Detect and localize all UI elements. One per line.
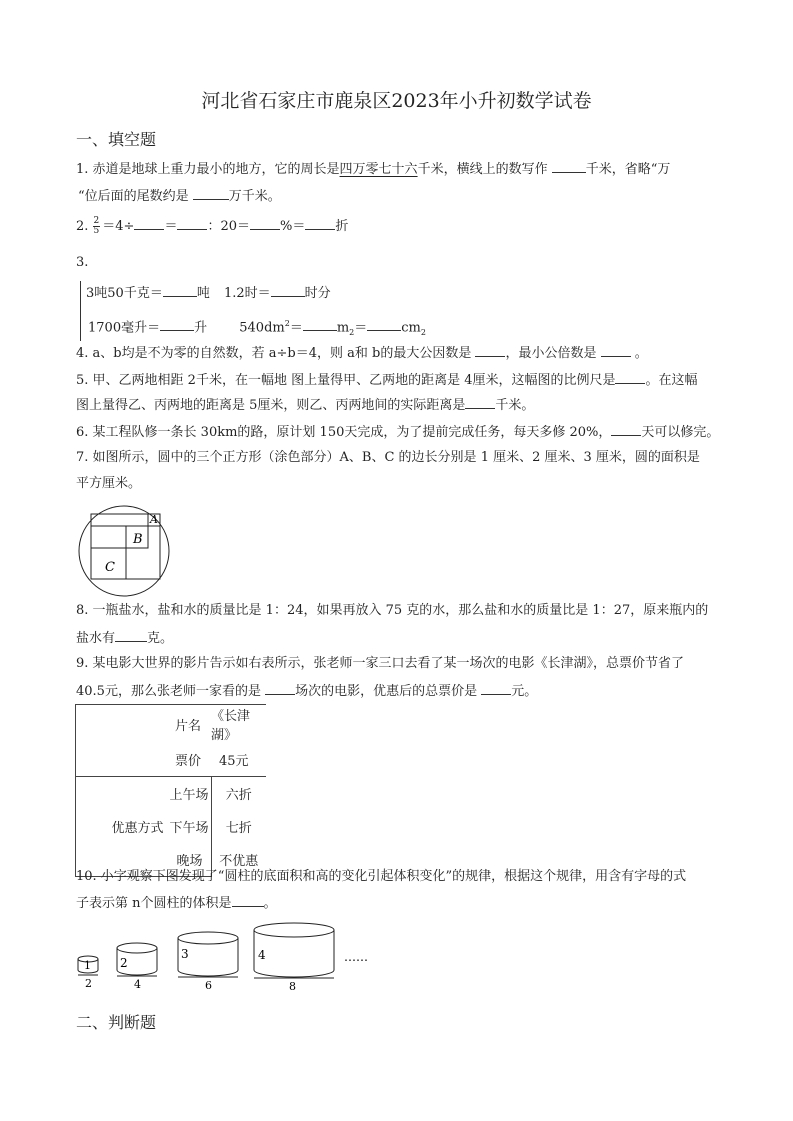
q9-text-c: 元。 bbox=[511, 684, 538, 699]
q2-text-5: 折 bbox=[335, 219, 349, 234]
cylinder-3 bbox=[178, 932, 238, 992]
question-5-line-1 bbox=[76, 371, 698, 390]
q2-text-4: %＝ bbox=[280, 219, 306, 234]
q2-fraction-numerator: 2 bbox=[93, 216, 100, 226]
q3-text-d3: m bbox=[336, 320, 350, 336]
label-c: C bbox=[105, 560, 115, 575]
q8-text-a: 盐水有 bbox=[76, 631, 116, 646]
q3-blank-5[interactable] bbox=[367, 318, 401, 331]
question-7-line-1: 7. 如图所示，圆中的三个正方形（涂色部分）A、B、C 的边长分别是 1 厘米、2 厘米、3 厘米，圆的面积是 bbox=[76, 450, 700, 465]
q5-text-c: 图上量得乙、丙两地的距离是 5厘米，则乙、丙两地间的实际距离是 bbox=[76, 398, 466, 413]
q1-text-e: 万千米。 bbox=[228, 189, 281, 204]
cylinder-1-diameter: 2 bbox=[85, 977, 92, 990]
q10-text-a: 子表示第 n个圆柱的体积是 bbox=[76, 896, 232, 911]
q5-blank-2[interactable] bbox=[465, 396, 495, 409]
q3-number: 3. bbox=[76, 255, 89, 270]
q2-fraction bbox=[93, 217, 101, 236]
q5-text-b: 。在这幅 bbox=[645, 373, 698, 388]
q1-text-b: 千米，横线上的数写作 bbox=[417, 162, 548, 177]
cylinder-2-height: 2 bbox=[120, 956, 128, 970]
q9-blank-1[interactable] bbox=[265, 682, 295, 695]
q3-blank-1[interactable] bbox=[163, 284, 197, 297]
q2-number: 2. bbox=[76, 219, 89, 234]
q4-text-c: 。 bbox=[634, 346, 648, 361]
table-row bbox=[76, 810, 267, 843]
q3-text-a2: 吨 bbox=[196, 286, 210, 301]
q8-blank-1[interactable] bbox=[115, 629, 147, 642]
q3-text-a1: 3吨50千克＝ bbox=[86, 286, 163, 301]
cylinder-1 bbox=[78, 956, 98, 990]
session-evening: 晚场 bbox=[176, 854, 203, 869]
q1-text-d: “位后面的尾数约是 bbox=[78, 189, 189, 204]
question-7-line-2: 平方厘米。 bbox=[76, 476, 142, 491]
q1-blank-1[interactable] bbox=[552, 160, 586, 173]
cylinders-ellipsis: …… bbox=[344, 950, 368, 964]
question-9-line-1: 9. 某电影大世界的影片告示如右表所示，张老师一家三口去看了某一场次的电影《长津湖》，总票价节省了 bbox=[76, 656, 685, 671]
q6-text-b: 天可以修完。 bbox=[641, 425, 720, 440]
q3-sub-2: 2 bbox=[420, 327, 426, 337]
q3-text-c2: 升 bbox=[194, 320, 208, 336]
q3-text-d5: cm bbox=[401, 320, 421, 336]
section-fill-blank: 一、填空题 bbox=[76, 130, 157, 149]
q3-text-b2: 时分 bbox=[304, 286, 331, 301]
q2-blank-3[interactable] bbox=[250, 217, 280, 230]
q3-text-c1: 1700毫升＝ bbox=[88, 320, 161, 336]
q1-blank-2[interactable] bbox=[193, 187, 229, 200]
q5-text-d: 千米。 bbox=[495, 398, 535, 413]
question-8-line-2 bbox=[76, 629, 173, 648]
discount-morning: 六折 bbox=[225, 788, 252, 803]
q1-text-c: 千米，省略“万 bbox=[585, 162, 671, 177]
q3-row-1 bbox=[86, 284, 331, 303]
q5-blank-1[interactable] bbox=[615, 371, 645, 384]
label-b: B bbox=[133, 532, 143, 547]
table-row bbox=[76, 743, 267, 777]
q3-sub-1: 2 bbox=[349, 327, 355, 337]
discount-method-label: 优惠方式 bbox=[111, 821, 164, 836]
q1-text-a: 1. 赤道是地球上重力最小的地方，它的周长是 bbox=[76, 162, 340, 177]
question-1-line-1 bbox=[76, 160, 670, 179]
page-title: 河北省石家庄市鹿泉区2023年小升初数学试卷 bbox=[201, 90, 592, 112]
q3-sup: 2 bbox=[284, 319, 290, 328]
q6-text-a: 6. 某工程队修一条长 30km的路，原计划 150天完成，为了提前完成任务，每天多修 20%， bbox=[76, 425, 612, 440]
section-true-false: 二、判断题 bbox=[76, 1013, 157, 1032]
session-afternoon: 下午场 bbox=[169, 821, 209, 836]
q1-underlined-number: 四万零七十六 bbox=[339, 162, 418, 177]
film-value: 《长津湖》 bbox=[211, 709, 251, 743]
q3-blank-2[interactable] bbox=[271, 284, 305, 297]
q3-bracket bbox=[80, 281, 81, 341]
q3-text-d1: 540dm bbox=[239, 320, 285, 336]
question-10-line-2 bbox=[76, 894, 277, 913]
price-label: 票价 bbox=[174, 754, 201, 769]
cylinder-4-diameter: 8 bbox=[289, 980, 296, 993]
q4-text-b: ，最小公倍数是 bbox=[505, 346, 597, 361]
q3-blank-3[interactable] bbox=[160, 318, 194, 331]
cylinder-2-diameter: 4 bbox=[134, 978, 141, 991]
question-8-line-1: 8. 一瓶盐水，盐和水的质量比是 1：24，如果再放入 75 克的水，那么盐和水的质量比是 1：27，原来瓶内的 bbox=[76, 603, 709, 618]
q3-text-d4: ＝ bbox=[354, 320, 368, 336]
cylinder-3-diameter: 6 bbox=[205, 979, 212, 992]
q2-blank-4[interactable] bbox=[305, 217, 335, 230]
cylinder-3-height: 3 bbox=[181, 947, 189, 961]
cylinder-4-height: 4 bbox=[258, 948, 266, 962]
q8-text-b: 克。 bbox=[147, 631, 174, 646]
q6-blank-1[interactable] bbox=[611, 423, 641, 436]
q4-blank-2[interactable] bbox=[601, 344, 631, 357]
q2-text-1: ＝4÷ bbox=[102, 219, 135, 234]
q5-text-a: 5. 甲、乙两地相距 2千米，在一幅地 图上量得甲、乙两地的距离是 4厘米，这幅图的比例尺是 bbox=[76, 373, 616, 388]
price-value: 45元 bbox=[219, 754, 249, 769]
question-2 bbox=[76, 217, 348, 236]
q2-fraction-denominator: 5 bbox=[93, 226, 100, 236]
cylinder-4 bbox=[254, 923, 334, 993]
q2-text-3: ：20＝ bbox=[207, 219, 251, 234]
q9-text-b: 场次的电影，优惠后的总票价是 bbox=[295, 684, 478, 699]
q9-blank-2[interactable] bbox=[481, 682, 511, 695]
discount-evening: 不优惠 bbox=[219, 854, 259, 870]
q3-row-2 bbox=[88, 315, 426, 342]
film-label: 片名 bbox=[174, 718, 201, 734]
question-5-line-2 bbox=[76, 396, 534, 415]
question-4 bbox=[76, 344, 648, 363]
q10-blank-1[interactable] bbox=[232, 894, 264, 907]
table-row bbox=[76, 777, 267, 811]
q2-text-2: ＝ bbox=[164, 219, 178, 234]
q2-blank-2[interactable] bbox=[177, 217, 207, 230]
q4-text-a: 4. a、b均是不为零的自然数，若 a÷b＝4，则 a和 b的最大公因数是 bbox=[76, 346, 472, 361]
session-morning: 上午场 bbox=[169, 788, 209, 803]
q3-text-d2: ＝ bbox=[289, 320, 303, 336]
cylinder-1-height: 1 bbox=[84, 959, 91, 972]
question-10-line-1: 10. 小字观察下图发现了“圆柱的底面积和高的变化引起体积变化”的规律，根据这个规律，用含有字母的式 bbox=[76, 869, 687, 884]
discount-afternoon: 七折 bbox=[225, 821, 252, 836]
ticket-price-table bbox=[75, 704, 266, 877]
q3-blank-4[interactable] bbox=[303, 318, 337, 331]
cylinders-figure bbox=[70, 918, 390, 996]
q10-text-b: 。 bbox=[263, 896, 277, 911]
label-a: A bbox=[150, 513, 158, 526]
question-6 bbox=[76, 423, 719, 442]
table-row bbox=[76, 705, 267, 744]
q9-text-a: 40.5元，那么张老师一家看的是 bbox=[76, 684, 261, 699]
question-1-line-2 bbox=[78, 187, 281, 206]
question-9-line-2 bbox=[76, 682, 537, 701]
q4-blank-1[interactable] bbox=[475, 344, 505, 357]
cylinder-2 bbox=[117, 943, 157, 991]
circle-squares-figure bbox=[76, 505, 174, 597]
q2-blank-1[interactable] bbox=[134, 217, 164, 230]
q3-text-b1: 1.2时＝ bbox=[223, 286, 271, 301]
